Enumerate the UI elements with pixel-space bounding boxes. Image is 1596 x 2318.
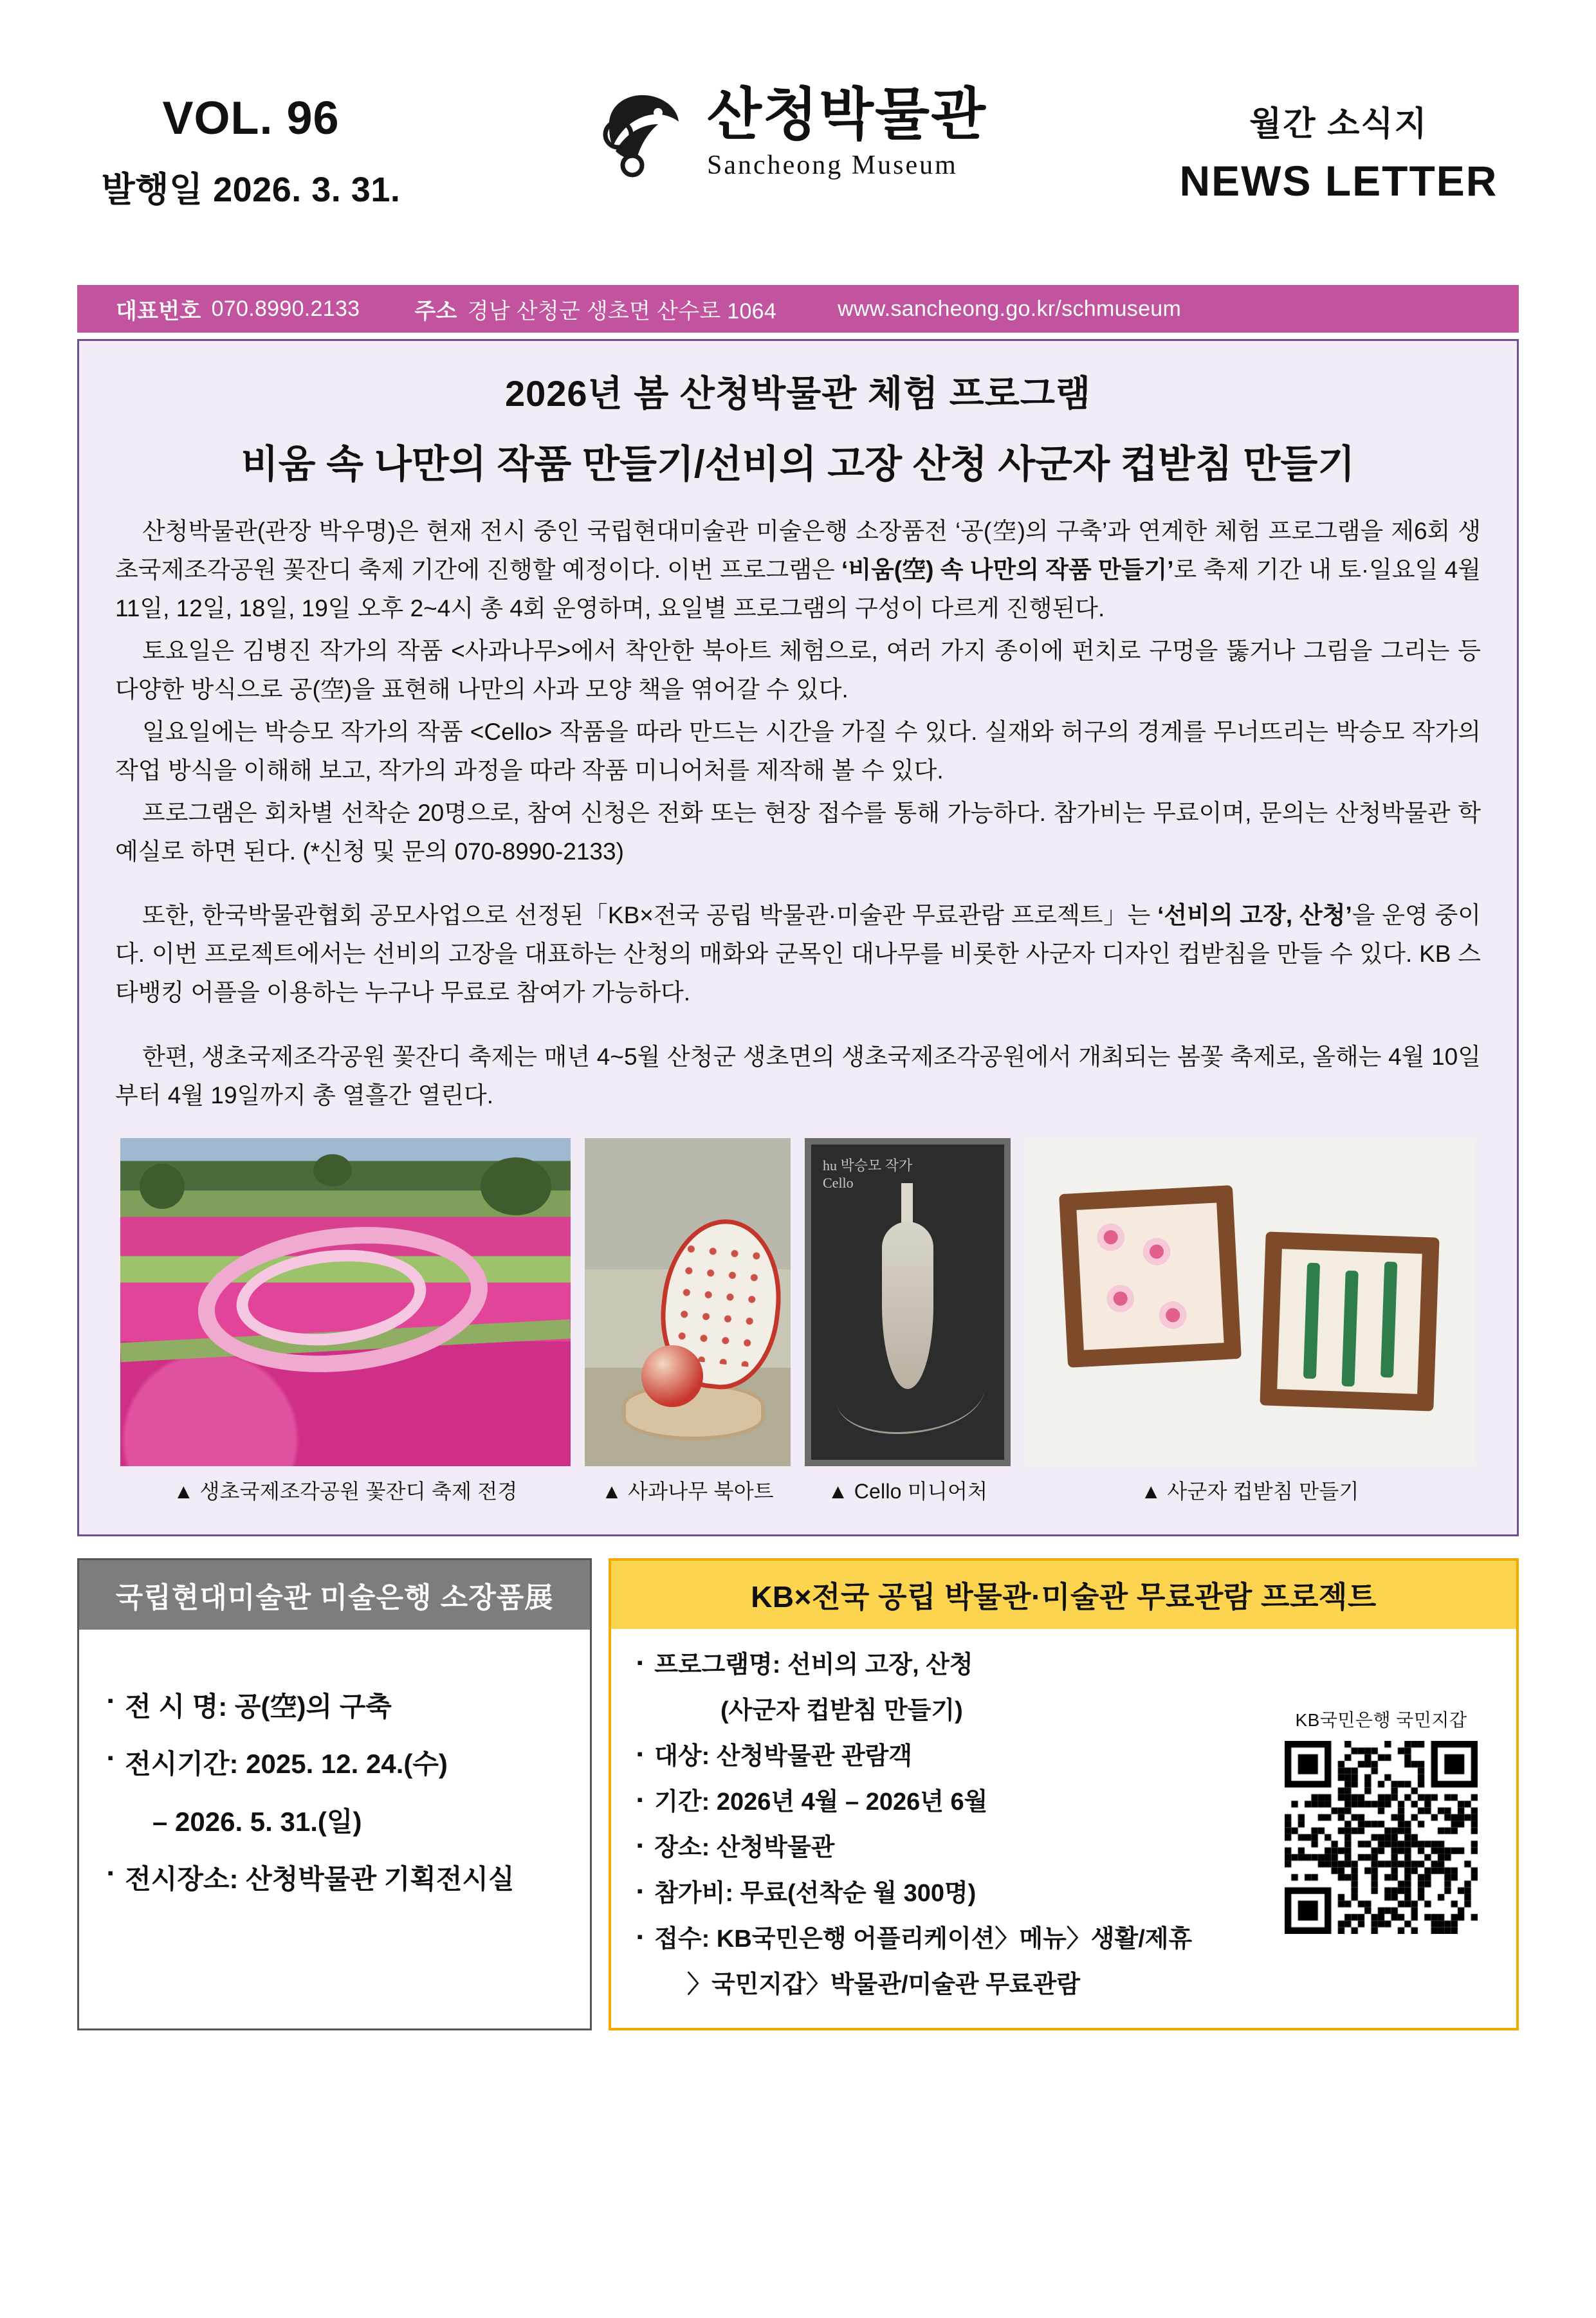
kb-box-heading: KB×전국 공립 박물관·미술관 무료관람 프로젝트	[611, 1561, 1516, 1629]
photo-caption-4: ▲ 사군자 컵받침 만들기	[1141, 1480, 1359, 1504]
list-item	[637, 1738, 1259, 1775]
article-paragraph-5	[115, 896, 1481, 1012]
list-item	[637, 1875, 1259, 1912]
exhibition-item-period: 전시기간: 2025. 12. 24.(수)	[125, 1749, 448, 1780]
main-article-panel	[77, 339, 1519, 1536]
newsletter-page	[0, 61, 1596, 2318]
contact-address	[414, 293, 776, 325]
photo-item-3	[805, 1138, 1011, 1505]
museum-logo-text	[706, 82, 987, 180]
kb-registration-path: 〉국민지갑〉박물관/미술관 무료관람	[687, 1971, 1081, 1999]
photo-cello-miniature: hu 박승모 작가 Cello	[805, 1138, 1011, 1466]
kb-detail-list	[637, 1647, 1259, 2012]
bullet-icon: ▪	[637, 1790, 643, 1810]
museum-name-en: Sancheong Museum	[706, 151, 958, 180]
contact-website-value[interactable]: www.sancheong.go.kr/schmuseum	[838, 296, 1182, 321]
article-paragraph-2: 토요일은 김병진 작가의 작품 <사과나무>에서 착안한 북아트 체험으로, 여러 가지 종이에 펀치로 구멍을 뚫거나 그림을 그리는 등 다양한 방식으로 공(空)을 표현해 나만의 사과 모양 책을 엮어갈 수 있다.	[115, 637, 1481, 703]
para1-part-a: 산청박물관(관장 박우명)은 현재 전시 중인 국립현대미술관 미술은행 소장품전 ‘공(空)의 구축’과 연계한 체험 프로그램을 제6회 생초국제조각공원 꽃잔디 축제 기간에 진행할 예정이다. 이번 프로그램은	[115, 518, 1481, 583]
photo-item-1	[120, 1138, 571, 1505]
contact-phone-value: 070.8990.2133	[211, 296, 360, 321]
photo-caption-3: ▲ Cello 미니어처	[827, 1480, 988, 1504]
kb-item-fee: 참가비: 무료(선착순 월 300명)	[654, 1880, 977, 1908]
masthead-right	[1159, 61, 1519, 205]
masthead-left	[77, 61, 425, 212]
contact-phone	[116, 293, 360, 325]
exhibition-period-end: – 2026. 5. 31.(일)	[152, 1806, 362, 1837]
kb-item-registration: 접수: KB국민은행 어플리케이션〉메뉴〉생활/제휴	[654, 1926, 1193, 1953]
contact-phone-label: 대표번호	[116, 299, 201, 324]
para1-emphasis: ‘비움(空) 속 나만의 작품 만들기’	[841, 556, 1174, 583]
bullet-icon: ▪	[107, 1863, 114, 1882]
photo-apple-bookart	[585, 1138, 791, 1466]
bullet-icon: ▪	[637, 1835, 643, 1855]
photo-caption-1: ▲ 생초국제조각공원 꽃잔디 축제 전경	[173, 1480, 518, 1504]
museum-logo-icon	[596, 84, 693, 181]
bullet-icon: ▪	[637, 1881, 643, 1901]
qr-label: KB국민은행 국민지갑	[1295, 1710, 1467, 1731]
exhibition-box-body	[79, 1630, 590, 1940]
museum-logo	[596, 61, 987, 181]
photo-flower-festival	[120, 1138, 571, 1466]
kb-box-body	[611, 1629, 1516, 2028]
masthead	[77, 61, 1519, 273]
para5-part-a: 또한, 한국박물관협회 공모사업으로 선정된「KB×전국 공립 박물관·미술관 무료관람 프로젝트」는	[142, 902, 1158, 929]
photo-item-4	[1025, 1138, 1475, 1505]
bullet-icon: ▪	[637, 1927, 643, 1947]
exhibition-info-box	[77, 1558, 592, 2030]
list-item	[637, 1647, 1259, 1684]
list-item	[107, 1857, 562, 1900]
article-paragraph-1	[115, 512, 1481, 628]
article-title-line1: 2026년 봄 산청박물관 체험 프로그램	[504, 373, 1092, 414]
bullet-icon: ▪	[637, 1744, 643, 1764]
contact-address-label: 주소	[414, 299, 457, 324]
qr-section	[1265, 1647, 1497, 2012]
kb-item-venue: 장소: 산청박물관	[654, 1834, 835, 1862]
bullet-icon: ▪	[107, 1748, 114, 1768]
article-paragraph-3: 일요일에는 박승모 작가의 작품 <Cello> 작품을 따라 만드는 시간을 가질 수 있다. 실재와 허구의 경계를 무너뜨리는 박승모 작가의 작업 방식을 이해해 보고, 작가의 과정을 따라 작품 미니어처를 제작해 볼 수 있다.	[115, 718, 1481, 784]
contact-bar	[77, 285, 1519, 333]
kb-program-subtitle: (사군자 컵받침 만들기)	[720, 1697, 963, 1725]
para5-emphasis: ‘선비의 고장, 산청’	[1157, 902, 1352, 929]
exhibition-item-venue: 전시장소: 산청박물관 기획전시실	[125, 1863, 515, 1894]
kb-project-box	[609, 1558, 1519, 2030]
list-item	[107, 1742, 562, 1785]
newsletter-label-ko: 월간 소식지	[1249, 106, 1428, 143]
para5-part-c: 을 운영 중이다. 이번 프로젝트에서는 선비의 고장을 대표하는 산청의 매화와 군목인 대나무를 비롯한 사군자 디자인 컵받침을 만들 수 있다. KB 스타뱅킹 어플을 이용하는 누구나 무료로 참여가 가능하다.	[115, 902, 1481, 1006]
para1-part-c: 로 축제 기간 내 토·일요일 4월 11일, 12일, 18일, 19일 오후 2~4시 총 4회 운영하며, 요일별 프로그램의 구성이 다르게 진행된다.	[115, 556, 1481, 621]
qr-code[interactable]	[1285, 1741, 1478, 1934]
exhibition-item-title: 전 시 명: 공(空)의 구축	[125, 1691, 392, 1722]
list-item	[107, 1685, 562, 1728]
article-paragraph-6: 한편, 생초국제조각공원 꽃잔디 축제는 매년 4~5월 산청군 생초면의 생초국제조각공원에서 개최되는 봄꽃 축제로, 올해는 4월 10일부터 4월 19일까지 총 열흘간 열린다.	[115, 1044, 1481, 1109]
issue-date: 발행일 2026. 3. 31.	[101, 170, 401, 210]
list-item	[637, 1784, 1259, 1821]
list-item	[637, 1830, 1259, 1866]
volume-number: VOL. 96	[162, 93, 340, 144]
bullet-icon: ▪	[107, 1691, 114, 1711]
article-title-line2: 비움 속 나만의 작품 만들기/선비의 고장 산청 사군자 컵받침 만들기	[241, 443, 1355, 486]
bullet-icon: ▪	[637, 1653, 643, 1673]
photo-gallery	[115, 1138, 1481, 1505]
article-paragraph-4: 프로그램은 회차별 선착순 20명으로, 참여 신청은 전화 또는 현장 접수를 통해 가능하다. 참가비는 무료이며, 문의는 산청박물관 학예실로 하면 된다. (*신청 및 문의 070-8990-2133)	[115, 799, 1481, 865]
exhibition-box-heading: 국립현대미술관 미술은행 소장품展	[79, 1560, 590, 1630]
photo-coaster-making	[1025, 1138, 1475, 1466]
museum-name-ko: 산청박물관	[706, 82, 987, 146]
kb-item-program: 프로그램명: 선비의 고장, 산청	[654, 1651, 973, 1679]
contact-website[interactable]	[838, 297, 1181, 322]
photo-item-2	[585, 1138, 791, 1505]
kb-item-period: 기간: 2026년 4월 – 2026년 6월	[654, 1789, 988, 1816]
newsletter-label-en: NEWS LETTER	[1179, 157, 1498, 205]
list-item	[637, 1921, 1259, 1958]
kb-item-target: 대상: 산청박물관 관람객	[654, 1743, 913, 1771]
photo-caption-2: ▲ 사과나무 북아트	[601, 1480, 774, 1504]
bottom-info-row	[77, 1558, 1519, 2030]
contact-address-value: 경남 산청군 생초면 산수로 1064	[467, 299, 777, 324]
